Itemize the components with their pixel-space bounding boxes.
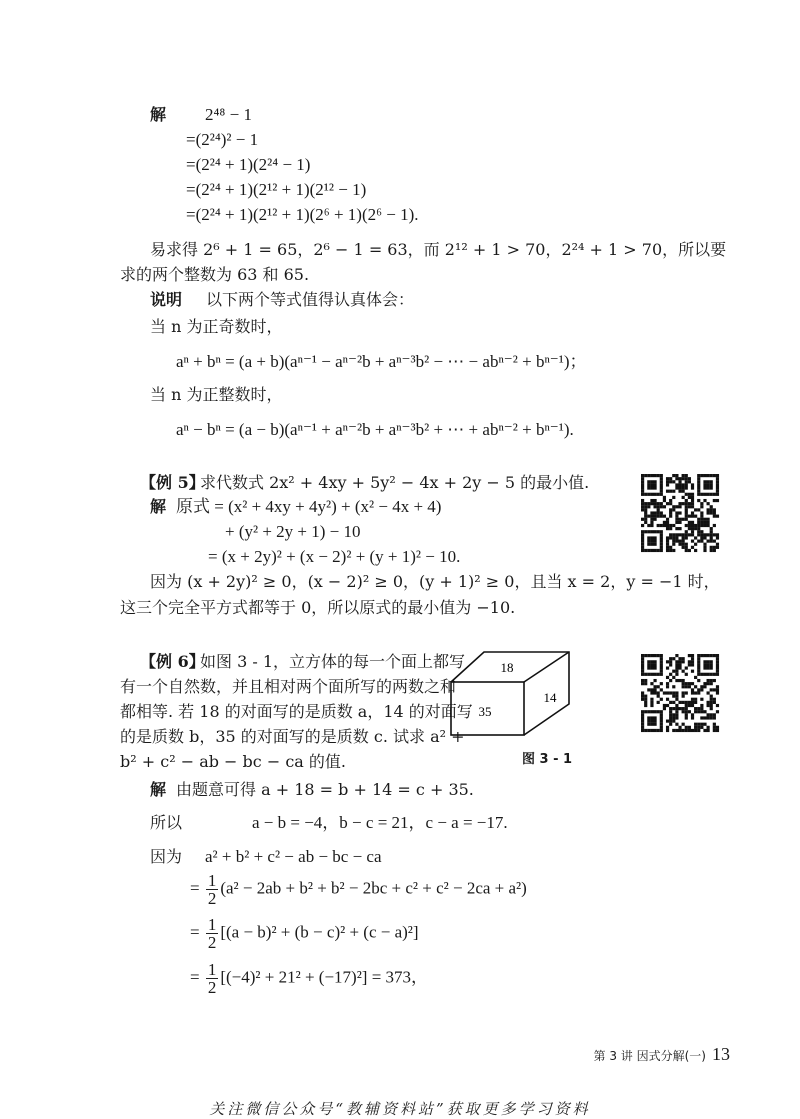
question: b² + c² − ab − bc − ca 的值. [120, 752, 347, 771]
question: 如图 3 - 1，立方体的每一个面上都写 [200, 652, 466, 671]
cube-right-number: 14 [543, 690, 557, 705]
math-line: =(2²⁴ + 1)(2¹² + 1)(2⁶ + 1)(2⁶ − 1). [186, 205, 419, 224]
page-footer [594, 1044, 730, 1065]
question: 求代数式 2x² + 4xy + 5y² − 4x + 2y − 5 的最小值. [200, 473, 590, 492]
note-text: 以下两个等式值得认真体会： [206, 290, 415, 309]
math-line: a² + b² + c² − ab − bc − ca [205, 847, 382, 866]
math-line [190, 872, 527, 907]
denominator: 2 [207, 889, 217, 908]
expression: (a² − 2ab + b² + b² − 2bc + c² + c² − 2ca + a²) [220, 878, 527, 898]
note-label: 说明 [150, 290, 183, 309]
formula: aⁿ + bⁿ = (a + b)(aⁿ⁻¹ − aⁿ⁻²b + aⁿ⁻³b² − ⋯ − abⁿ⁻² + bⁿ⁻¹)； [176, 352, 587, 371]
paragraph: 由题意可得 a + 18 = b + 14 = c + 35. [176, 780, 474, 799]
equals-sign: = [190, 878, 200, 898]
paragraph: 求的两个整数为 63 和 65. [120, 265, 310, 284]
equals-sign: = [190, 967, 200, 987]
figure-caption: 图 3 - 1 [522, 752, 573, 767]
paragraph: 当 n 为正奇数时， [150, 317, 283, 336]
solution-label: 解 [150, 497, 167, 516]
math-line: a − b = −4，b − c = 21，c − a = −17. [252, 813, 508, 832]
paragraph: 这三个完全平方式都等于 0，所以原式的最小值为 −10. [120, 598, 516, 617]
cube-front-number: 35 [478, 704, 492, 719]
cube-top-number: 18 [500, 660, 514, 675]
qr-code [641, 474, 719, 552]
solution-label: 解 [150, 780, 167, 799]
cube-figure [440, 650, 557, 745]
equals-sign: = [190, 922, 200, 942]
math-line [190, 961, 428, 996]
question: 有一个自然数，并且相对两个面所写的两数之和 [120, 677, 457, 696]
numerator: 1 [207, 960, 217, 979]
page-number: 13 [712, 1044, 730, 1064]
math-line: =(2²⁴ + 1)(2¹² + 1)(2¹² − 1) [186, 180, 367, 199]
denominator: 2 [207, 978, 217, 997]
math-line: =(2²⁴ + 1)(2²⁴ − 1) [186, 155, 311, 174]
math-line: + (y² + 2y + 1) − 10 [225, 522, 361, 541]
example-label: 【例 5】 [140, 473, 205, 492]
math-line [190, 916, 419, 951]
fraction-half [206, 872, 219, 907]
paragraph: 易求得 2⁶ + 1 = 65，2⁶ − 1 = 63，而 2¹² + 1 > 70，2²⁴ + 1 > 70，所以要 [150, 240, 727, 259]
chapter-title: 第 3 讲 因式分解(一) [593, 1049, 706, 1063]
math-line: =(2²⁴)² − 1 [186, 130, 259, 149]
denominator: 2 [207, 933, 217, 952]
watermark: 关注微信公众号“教辅资料站”获取更多学习资料 [209, 1100, 591, 1118]
example-label: 【例 6】 [140, 652, 205, 671]
fraction-half [206, 961, 219, 996]
because-label: 因为 [150, 847, 183, 866]
numerator: 1 [207, 871, 217, 890]
math-line: 2⁴⁸ − 1 [205, 105, 252, 124]
paragraph: 当 n 为正整数时， [150, 385, 283, 404]
formula: aⁿ − bⁿ = (a − b)(aⁿ⁻¹ + aⁿ⁻²b + aⁿ⁻³b² + ⋯ + abⁿ⁻² + bⁿ⁻¹). [176, 420, 574, 439]
expression: [(a − b)² + (b − c)² + (c − a)²] [220, 922, 419, 942]
numerator: 1 [207, 915, 217, 934]
question: 的是质数 b，35 的对面写的是质数 c. 试求 a² + [120, 727, 465, 746]
paragraph: 因为 (x + 2y)² ≥ 0，(x − 2)² ≥ 0，(y + 1)² ≥ 0，且当 x = 2，y = −1 时， [150, 572, 720, 591]
expression: [(−4)² + 21² + (−17)²] = 373， [220, 967, 429, 987]
so-label: 所以 [150, 813, 183, 832]
math-line: 原式 = (x² + 4xy + 4y²) + (x² − 4x + 4) [176, 497, 442, 516]
fraction-half [206, 916, 219, 951]
math-line: = (x + 2y)² + (x − 2)² + (y + 1)² − 10. [208, 547, 461, 566]
qr-code [641, 654, 719, 732]
solution-label: 解 [150, 105, 167, 124]
question: 都相等. 若 18 的对面写的是质数 a，14 的对面写 [120, 702, 473, 721]
